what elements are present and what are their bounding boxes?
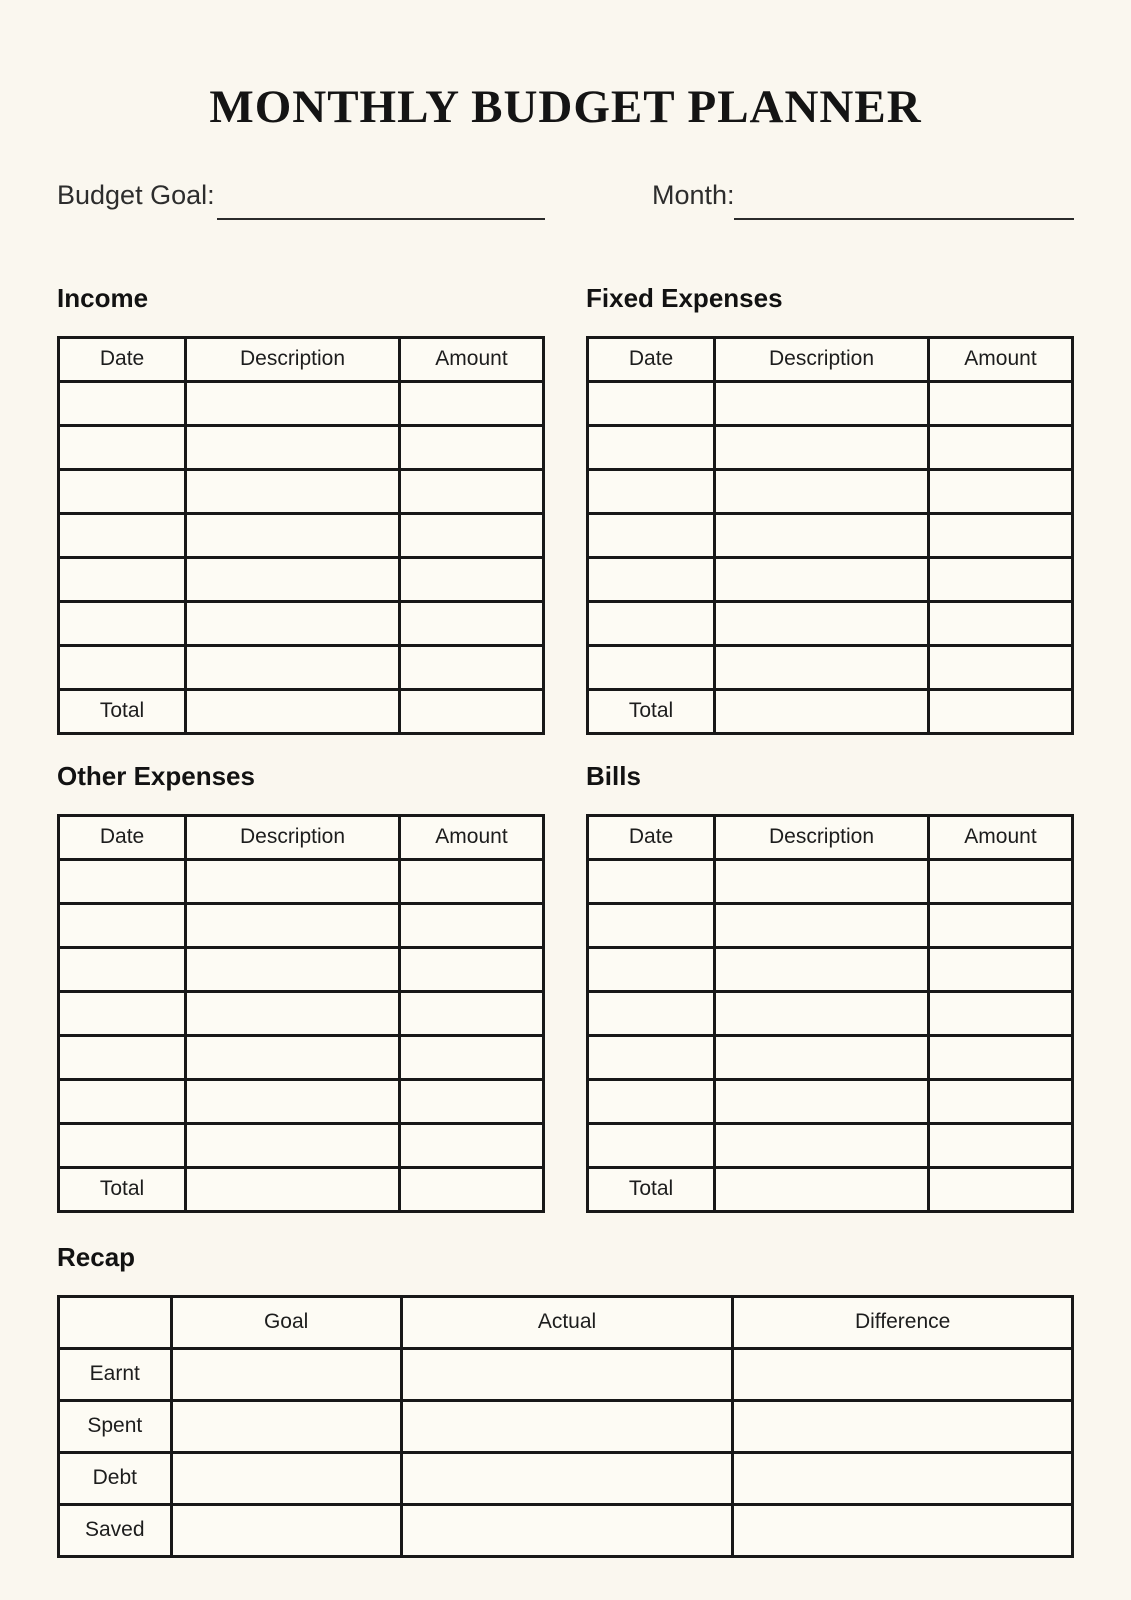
empty-cell (588, 859, 715, 903)
empty-cell (186, 601, 400, 645)
table-row (588, 1035, 1073, 1079)
empty-cell (186, 557, 400, 601)
total-row (588, 689, 1073, 733)
column-header-date: Date (588, 815, 715, 859)
table-row (588, 381, 1073, 425)
month-label: Month: (652, 180, 735, 211)
recap-row-spent (59, 1400, 1073, 1452)
entry-tables-grid (57, 284, 1074, 1213)
table-row (588, 601, 1073, 645)
empty-cell (399, 991, 543, 1035)
empty-cell (399, 903, 543, 947)
empty-cell (186, 903, 400, 947)
empty-cell (171, 1504, 401, 1556)
income-heading: Income (57, 283, 149, 314)
total-description-cell (186, 689, 400, 733)
total-row (59, 689, 544, 733)
empty-cell (186, 425, 400, 469)
empty-cell (733, 1504, 1073, 1556)
empty-cell (928, 381, 1072, 425)
empty-cell (399, 381, 543, 425)
empty-cell (59, 645, 186, 689)
empty-cell (399, 947, 543, 991)
column-header-amount: Amount (928, 337, 1072, 381)
empty-cell (59, 381, 186, 425)
table-row (588, 1079, 1073, 1123)
empty-cell (715, 859, 929, 903)
recap-column-actual: Actual (401, 1296, 733, 1348)
empty-cell (588, 381, 715, 425)
recap-row-earnt (59, 1348, 1073, 1400)
table-row (588, 991, 1073, 1035)
empty-cell (59, 557, 186, 601)
empty-cell (715, 381, 929, 425)
empty-cell (59, 425, 186, 469)
column-header-amount: Amount (399, 337, 543, 381)
total-label-cell: Total (588, 689, 715, 733)
empty-cell (399, 1079, 543, 1123)
empty-cell (715, 645, 929, 689)
page-title: MONTHLY BUDGET PLANNER (209, 81, 922, 133)
empty-cell (186, 1035, 400, 1079)
recap-row-label: Spent (59, 1400, 172, 1452)
bills-table (586, 814, 1074, 1213)
empty-cell (588, 513, 715, 557)
empty-cell (928, 859, 1072, 903)
empty-cell (588, 645, 715, 689)
empty-cell (399, 1035, 543, 1079)
empty-cell (59, 947, 186, 991)
empty-cell (59, 903, 186, 947)
total-description-cell (186, 1167, 400, 1211)
table-row (59, 947, 544, 991)
total-amount-cell (399, 689, 543, 733)
total-description-cell (715, 689, 929, 733)
column-header-amount: Amount (399, 815, 543, 859)
month-field (586, 180, 1074, 220)
other-expenses-section (57, 762, 545, 1213)
total-row (59, 1167, 544, 1211)
table-row (588, 469, 1073, 513)
empty-cell (588, 469, 715, 513)
recap-corner-cell (59, 1296, 172, 1348)
table-row (588, 425, 1073, 469)
total-amount-cell (399, 1167, 543, 1211)
empty-cell (186, 469, 400, 513)
table-row (59, 601, 544, 645)
column-header-description: Description (715, 815, 929, 859)
empty-cell (59, 859, 186, 903)
column-header-date: Date (588, 337, 715, 381)
table-row (59, 859, 544, 903)
empty-cell (715, 425, 929, 469)
month-input-line (734, 218, 1074, 220)
empty-cell (733, 1400, 1073, 1452)
empty-cell (715, 1035, 929, 1079)
table-row (59, 425, 544, 469)
table-row (59, 1123, 544, 1167)
column-header-description: Description (186, 815, 400, 859)
empty-cell (186, 991, 400, 1035)
budget-goal-input-line (217, 218, 545, 220)
table-row (588, 645, 1073, 689)
total-label-cell: Total (59, 1167, 186, 1211)
column-header-description: Description (186, 337, 400, 381)
empty-cell (928, 601, 1072, 645)
column-header-description: Description (715, 337, 929, 381)
recap-row-label: Debt (59, 1452, 172, 1504)
empty-cell (928, 903, 1072, 947)
empty-cell (59, 1035, 186, 1079)
empty-cell (588, 1035, 715, 1079)
empty-cell (399, 513, 543, 557)
empty-cell (59, 1079, 186, 1123)
empty-cell (588, 601, 715, 645)
total-label-cell: Total (588, 1167, 715, 1211)
empty-cell (733, 1348, 1073, 1400)
table-header-row (59, 337, 544, 381)
empty-cell (399, 557, 543, 601)
empty-cell (186, 645, 400, 689)
table-row (588, 513, 1073, 557)
empty-cell (588, 1123, 715, 1167)
bills-heading: Bills (586, 760, 641, 791)
empty-cell (186, 947, 400, 991)
table-row (588, 859, 1073, 903)
empty-cell (186, 859, 400, 903)
fixed-expenses-table (586, 336, 1074, 735)
table-row (588, 903, 1073, 947)
empty-cell (401, 1348, 733, 1400)
empty-cell (399, 601, 543, 645)
empty-cell (928, 645, 1072, 689)
empty-cell (186, 1079, 400, 1123)
empty-cell (928, 469, 1072, 513)
goal-month-row (57, 180, 1074, 220)
empty-cell (928, 1035, 1072, 1079)
budget-goal-label: Budget Goal: (57, 180, 215, 211)
empty-cell (401, 1400, 733, 1452)
recap-header-row (59, 1296, 1073, 1348)
recap-row-saved (59, 1504, 1073, 1556)
empty-cell (401, 1452, 733, 1504)
empty-cell (59, 601, 186, 645)
empty-cell (399, 645, 543, 689)
table-row (59, 1079, 544, 1123)
empty-cell (59, 513, 186, 557)
recap-heading: Recap (57, 1241, 136, 1272)
recap-column-difference: Difference (733, 1296, 1073, 1348)
recap-row-label: Saved (59, 1504, 172, 1556)
column-header-date: Date (59, 815, 186, 859)
empty-cell (715, 469, 929, 513)
empty-cell (401, 1504, 733, 1556)
empty-cell (588, 903, 715, 947)
total-row (588, 1167, 1073, 1211)
empty-cell (171, 1348, 401, 1400)
recap-table (57, 1295, 1074, 1558)
table-row (59, 1035, 544, 1079)
empty-cell (928, 991, 1072, 1035)
table-row (59, 381, 544, 425)
empty-cell (928, 513, 1072, 557)
empty-cell (399, 469, 543, 513)
table-row (59, 645, 544, 689)
empty-cell (186, 381, 400, 425)
empty-cell (715, 513, 929, 557)
bills-section (586, 762, 1074, 1213)
empty-cell (171, 1400, 401, 1452)
empty-cell (715, 601, 929, 645)
empty-cell (588, 991, 715, 1035)
column-header-date: Date (59, 337, 186, 381)
empty-cell (928, 557, 1072, 601)
empty-cell (399, 859, 543, 903)
empty-cell (715, 557, 929, 601)
recap-column-goal: Goal (171, 1296, 401, 1348)
total-label-cell: Total (59, 689, 186, 733)
empty-cell (928, 1123, 1072, 1167)
empty-cell (171, 1452, 401, 1504)
empty-cell (928, 947, 1072, 991)
table-row (59, 557, 544, 601)
total-amount-cell (928, 1167, 1072, 1211)
empty-cell (59, 1123, 186, 1167)
empty-cell (186, 513, 400, 557)
income-table (57, 336, 545, 735)
empty-cell (186, 1123, 400, 1167)
table-row (59, 469, 544, 513)
total-amount-cell (928, 689, 1072, 733)
empty-cell (588, 425, 715, 469)
empty-cell (399, 1123, 543, 1167)
column-header-amount: Amount (928, 815, 1072, 859)
table-row (59, 513, 544, 557)
empty-cell (715, 947, 929, 991)
recap-section (57, 1243, 1074, 1558)
empty-cell (733, 1452, 1073, 1504)
total-description-cell (715, 1167, 929, 1211)
recap-row-debt (59, 1452, 1073, 1504)
empty-cell (715, 991, 929, 1035)
table-row (59, 903, 544, 947)
table-header-row (59, 815, 544, 859)
recap-row-label: Earnt (59, 1348, 172, 1400)
empty-cell (715, 1079, 929, 1123)
other-expenses-heading: Other Expenses (57, 760, 255, 791)
empty-cell (399, 425, 543, 469)
fixed-expenses-section (586, 284, 1074, 735)
table-row (588, 1123, 1073, 1167)
table-row (588, 557, 1073, 601)
table-header-row (588, 337, 1073, 381)
fixed-expenses-heading: Fixed Expenses (586, 283, 783, 314)
budget-goal-field (57, 180, 545, 220)
empty-cell (928, 1079, 1072, 1123)
empty-cell (715, 903, 929, 947)
table-row (59, 991, 544, 1035)
empty-cell (59, 991, 186, 1035)
table-row (588, 947, 1073, 991)
empty-cell (715, 1123, 929, 1167)
empty-cell (588, 557, 715, 601)
income-section (57, 284, 545, 735)
other-expenses-table (57, 814, 545, 1213)
table-header-row (588, 815, 1073, 859)
empty-cell (588, 1079, 715, 1123)
empty-cell (928, 425, 1072, 469)
empty-cell (59, 469, 186, 513)
empty-cell (588, 947, 715, 991)
